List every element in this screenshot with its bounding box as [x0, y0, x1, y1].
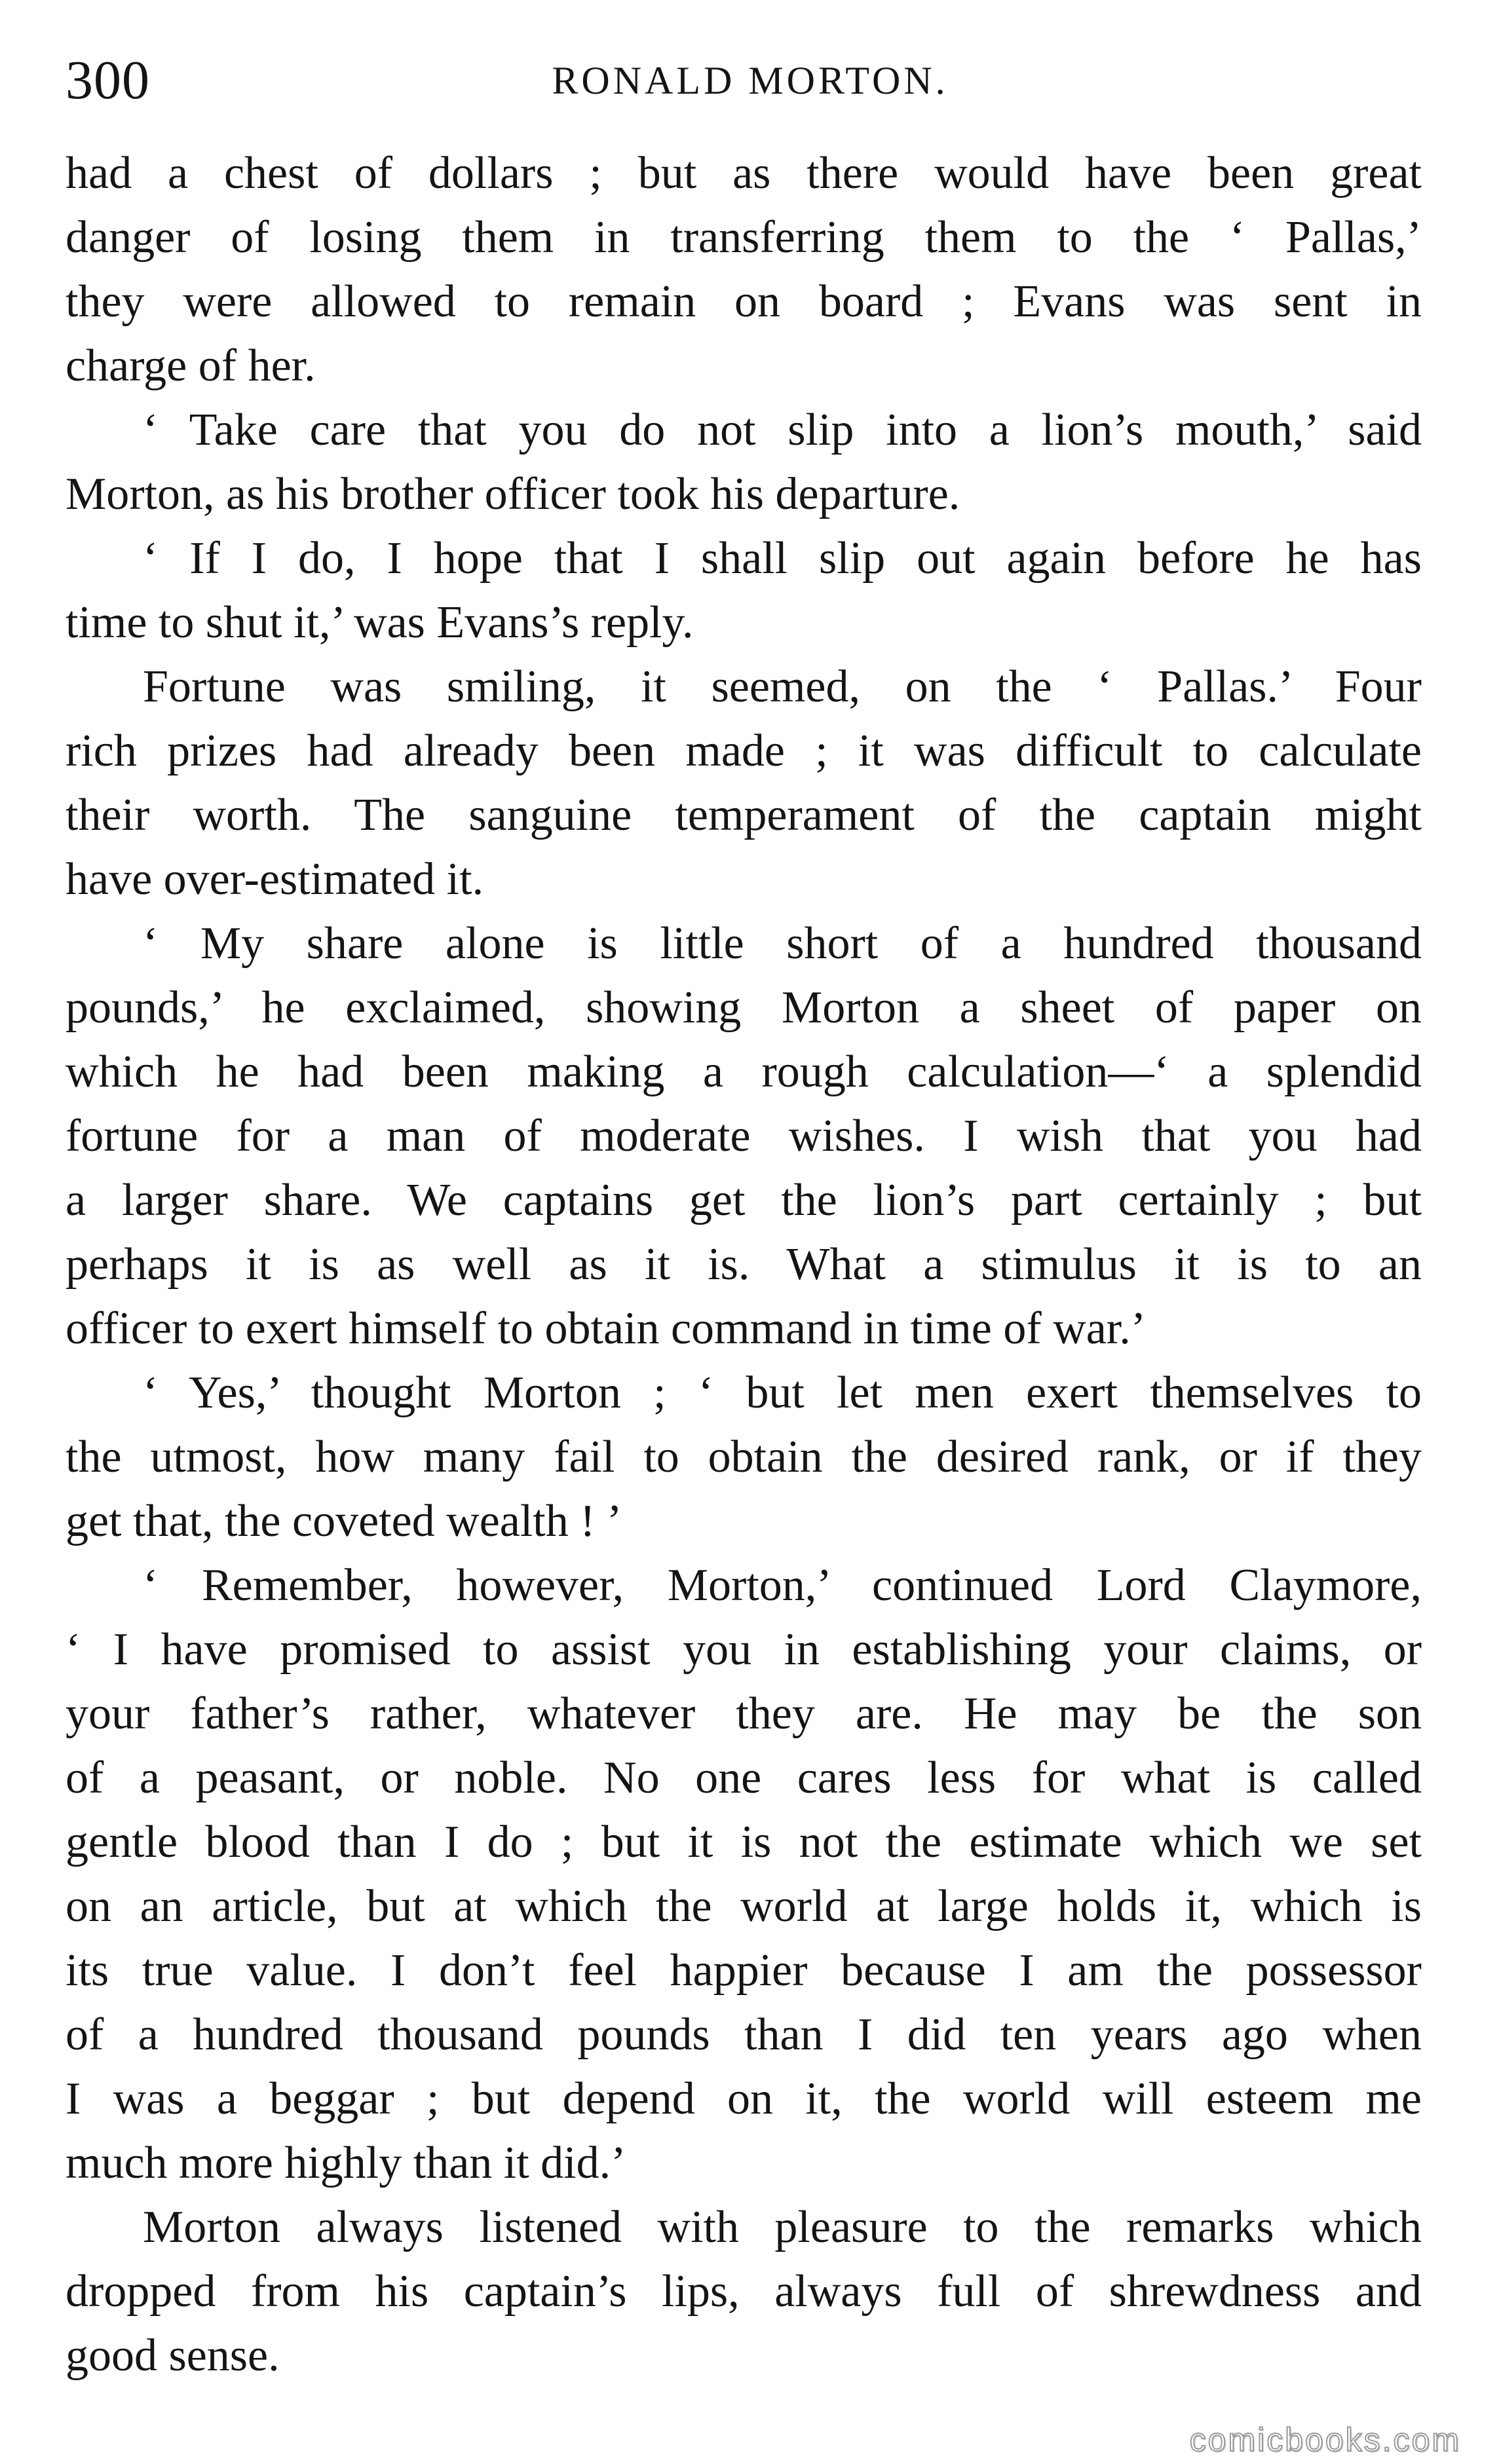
text-line: perhaps it is as well as it is. What a stimulus it is to an: [66, 1239, 1422, 1290]
text-line: ‘ I have promised to assist you in establishing your claims, or: [66, 1624, 1422, 1675]
text-line: good sense.: [66, 2330, 280, 2381]
text-line: ‘ Take care that you do not slip into a lion’s mouth,’ said: [143, 405, 1422, 455]
text-line: the utmost, how many fail to obtain the desired rank, or if they: [66, 1432, 1422, 1482]
text-line: Morton, as his brother officer took his departure.: [66, 469, 960, 519]
page-number: 300: [66, 50, 150, 111]
text-line: time to shut it,’ was Evans’s reply.: [66, 597, 694, 648]
text-line: which he had been making a rough calculation—‘ a splendid: [66, 1047, 1422, 1097]
text-line: dropped from his captain’s lips, always full of shrewdness and: [66, 2266, 1422, 2317]
text-line: of a hundred thousand pounds than I did ten years ago when: [66, 2009, 1422, 2060]
page-header: [66, 38, 1435, 123]
text-line: rich prizes had already been made ; it was difficult to calculate: [66, 726, 1422, 776]
text-line: ‘ If I do, I hope that I shall slip out again before he has: [143, 533, 1422, 584]
text-line: get that, the coveted wealth ! ’: [66, 1496, 622, 1546]
running-title: RONALD MORTON.: [552, 59, 949, 102]
text-line: had a chest of dollars ; but as there would have been great: [66, 148, 1422, 198]
text-line: danger of losing them in transferring them to the ‘ Pallas,’: [66, 212, 1422, 263]
watermark: comicbooks.com: [1189, 2421, 1461, 2458]
text-line: a larger share. We captains get the lion’s part certainly ; but: [66, 1175, 1422, 1225]
text-line: their worth. The sanguine temperament of the captain might: [66, 790, 1422, 840]
text-line: on an article, but at which the world at large holds it, which is: [66, 1881, 1422, 1932]
text-line: I was a beggar ; but depend on it, the world will esteem me: [66, 2074, 1422, 2124]
text-line: fortune for a man of moderate wishes. I wish that you had: [66, 1111, 1422, 1161]
text-line: ‘ Remember, however, Morton,’ continued Lord Claymore,: [143, 1560, 1422, 1611]
text-line: charge of her.: [66, 341, 316, 391]
text-line: Fortune was smiling, it seemed, on the ‘ Pallas.’ Four: [143, 662, 1422, 712]
text-line: your father’s rather, whatever they are. He may be the son: [66, 1689, 1422, 1739]
text-line: have over-estimated it.: [66, 854, 484, 905]
text-line: ‘ Yes,’ thought Morton ; ‘ but let men exert themselves to: [143, 1368, 1422, 1418]
body-text: [66, 141, 1422, 2388]
text-line: its true value. I don’t feel happier because I am the possessor: [66, 1945, 1422, 1996]
text-line: Morton always listened with pleasure to the remarks which: [143, 2202, 1422, 2252]
text-line: ‘ My share alone is little short of a hundred thousand: [143, 918, 1422, 969]
text-line: much more highly than it did.’: [66, 2138, 626, 2188]
text-line: officer to exert himself to obtain command in time of war.’: [66, 1303, 1147, 1354]
text-line: gentle blood than I do ; but it is not the estimate which we set: [66, 1817, 1422, 1867]
text-line: they were allowed to remain on board ; Evans was sent in: [66, 276, 1422, 327]
text-line: pounds,’ he exclaimed, showing Morton a sheet of paper on: [66, 982, 1422, 1033]
text-line: of a peasant, or noble. No one cares less for what is called: [66, 1753, 1422, 1803]
